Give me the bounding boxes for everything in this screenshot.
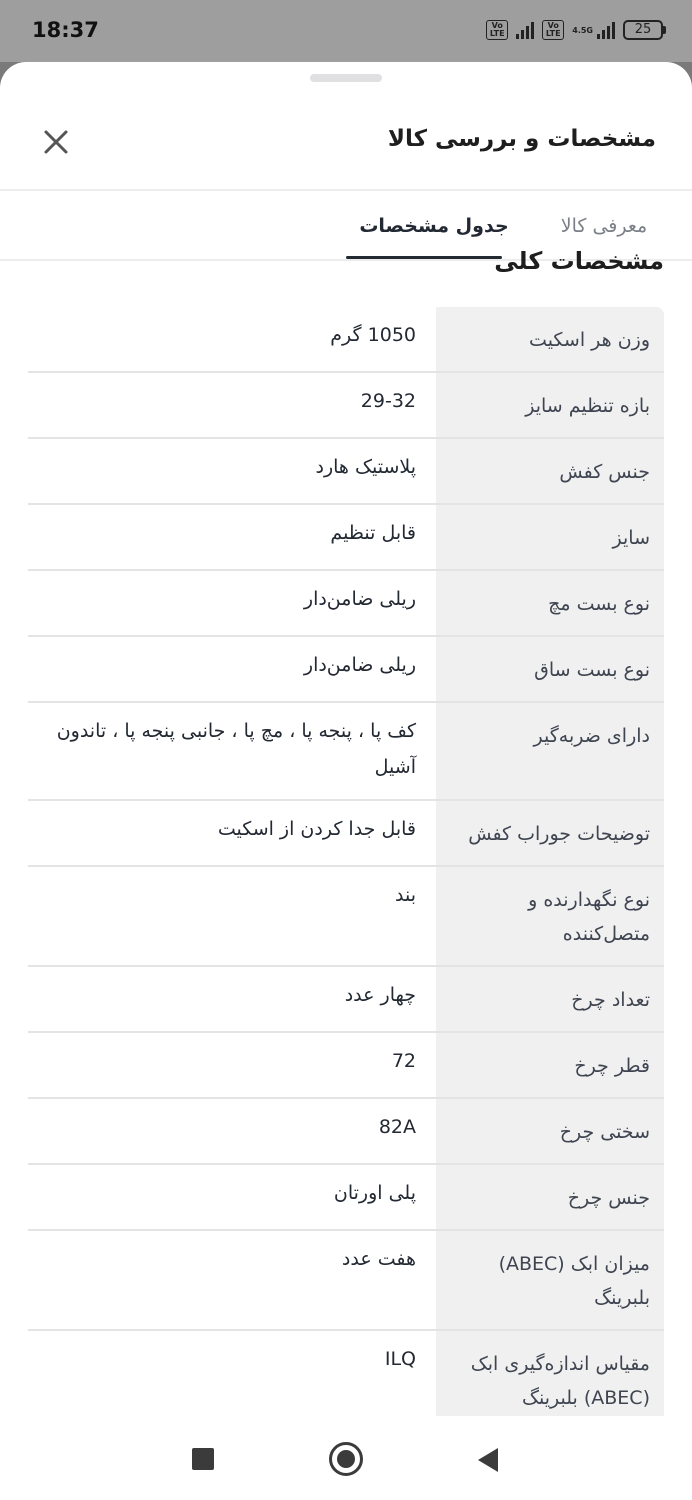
back-triangle-icon[interactable] — [478, 1448, 498, 1472]
sheet-title: مشخصات و بررسی کالا — [387, 126, 656, 152]
spec-label: میزان ابک (ABEC) بلبرینگ — [436, 1231, 664, 1329]
spec-row — [28, 867, 664, 967]
spec-label: قطر چرخ — [436, 1033, 664, 1097]
spec-label: تعداد چرخ — [436, 967, 664, 1031]
spec-value: قابل جدا کردن از اسکیت — [217, 818, 416, 840]
home-circle-icon[interactable] — [329, 1442, 363, 1476]
system-navigation-bar — [0, 1416, 692, 1500]
product-specs-sheet — [0, 62, 692, 1416]
spec-label: جنس کفش — [436, 439, 664, 503]
spec-value: قابل تنظیم — [330, 522, 416, 544]
spec-value: بند — [395, 884, 416, 906]
spec-value: 29-32 — [360, 390, 416, 412]
spec-label: مقیاس اندازه‌گیری ابک (ABEC) بلبرینگ — [436, 1331, 664, 1429]
spec-value: ریلی ضامن‌دار — [303, 654, 416, 676]
spec-row — [28, 571, 664, 637]
spec-row — [28, 307, 664, 373]
spec-value: ریلی ضامن‌دار — [303, 588, 416, 610]
spec-label: جنس چرخ — [436, 1165, 664, 1229]
signal-strength-icon-secondary — [597, 21, 615, 39]
spec-label: نوع نگهدارنده و متصل‌کننده — [436, 867, 664, 965]
spec-table — [28, 307, 664, 1497]
network-type-label: 4.5G — [572, 25, 593, 35]
spec-value: پلاستیک هارد — [315, 456, 416, 478]
spec-value: کف پا ، پنجه پا ، مچ پا ، جانبی پنجه پا ، تاندون آشیل — [56, 720, 416, 778]
spec-row — [28, 373, 664, 439]
specs-content[interactable] — [0, 247, 692, 1416]
spec-value: هفت عدد — [341, 1248, 416, 1270]
spec-label: سایز — [436, 505, 664, 569]
spec-value: چهار عدد — [344, 984, 416, 1006]
volte-icon-secondary: Vo LTE — [542, 20, 564, 40]
spec-row — [28, 1231, 664, 1331]
spec-value: 82A — [378, 1116, 416, 1138]
spec-value: ILQ — [384, 1348, 416, 1370]
spec-row — [28, 637, 664, 703]
spec-row — [28, 703, 664, 801]
status-bar — [0, 0, 692, 62]
status-time: 18:37 — [32, 18, 99, 42]
tab-specs-table[interactable]: جدول مشخصات — [359, 215, 509, 237]
recents-square-icon[interactable] — [192, 1448, 214, 1470]
spec-row — [28, 967, 664, 1033]
status-icons — [486, 20, 666, 40]
spec-label: نوع بست مچ — [436, 571, 664, 635]
volte-icon: Vo LTE — [486, 20, 508, 40]
battery-level: 25 — [623, 20, 663, 40]
spec-row — [28, 439, 664, 505]
tab-product-intro[interactable]: معرفی کالا — [560, 215, 648, 237]
spec-row — [28, 1099, 664, 1165]
spec-label: توضیحات جوراب کفش — [436, 801, 664, 865]
spec-value: پلی اورتان — [333, 1182, 416, 1204]
spec-row — [28, 1165, 664, 1231]
spec-value: 1050 گرم — [330, 324, 416, 346]
spec-label: سختی چرخ — [436, 1099, 664, 1163]
close-icon — [36, 122, 76, 162]
sheet-drag-handle[interactable] — [310, 74, 382, 82]
spec-label: بازه تنظیم سایز — [436, 373, 664, 437]
spec-row — [28, 801, 664, 867]
close-button[interactable] — [36, 122, 76, 162]
spec-row — [28, 1033, 664, 1099]
spec-value: 72 — [391, 1050, 416, 1072]
spec-row — [28, 505, 664, 571]
section-title: مشخصات کلی — [494, 247, 664, 275]
spec-label: نوع بست ساق — [436, 637, 664, 701]
spec-label: دارای ضربه‌گیر — [436, 703, 664, 799]
battery-icon — [623, 20, 666, 40]
signal-strength-icon — [516, 21, 534, 39]
spec-label: وزن هر اسکیت — [436, 307, 664, 371]
